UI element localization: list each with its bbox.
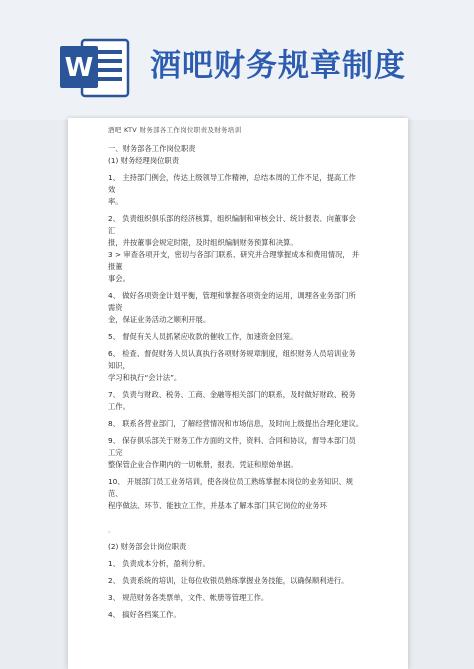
word-document-icon xyxy=(60,34,130,100)
document-body xyxy=(108,124,364,621)
list-item: 2、 负责组织俱乐部的经济核算，组织编制和审核会计、统计报表、向董事会 汇 xyxy=(108,214,356,235)
list-item: 3、 规范财务各类票单，文件、帐册等管理工作。 xyxy=(108,593,269,602)
section-heading: 一、财务部各工作岗位职责 xyxy=(108,144,196,153)
list-item-cont: 整保管企业合作期内的一切帐册，报表、凭证和原始单据。 xyxy=(108,460,298,469)
list-item: 4、 做好各项资金计划平衡，管理和掌握各项资金的运用，调理各业务部门所 需资 xyxy=(108,291,356,312)
list-item-cont: 报，并按董事会规定时限，及时组织编制财务预算和决算。 xyxy=(108,238,298,247)
list-item-cont: 率。 xyxy=(108,197,123,206)
list-item: 2、 负责系统的培训，让每位收银员熟练掌握业务技能，以确保顺利进行。 xyxy=(108,576,349,585)
document-header: 酒吧 KTV 财务部各工作岗位职责及财务培训 xyxy=(108,126,242,134)
list-item: 4、 搞好各档案工作。 xyxy=(108,610,181,619)
title-banner xyxy=(0,0,474,120)
list-item-cont: 程序做法、环节、能独立工作，并基本了解本部门其它岗位的业务环 xyxy=(108,501,327,510)
subsection-heading: (2) 财务部会计岗位职责 xyxy=(108,542,187,551)
list-item-cont: 学习和执行“会计法”。 xyxy=(108,373,182,382)
subsection-heading: (1) 财务经理岗位职责 xyxy=(108,156,180,165)
list-item: 1、 主持部门例会，传达上级领导工作精神，总结本周的工作不足，提高工作 效 xyxy=(108,173,356,194)
list-item: 10、 开展部门员工业务培训，使各岗位员工熟练掌握本岗位的业务知识、规 范、 xyxy=(108,477,354,498)
stray-mark: 。 xyxy=(108,526,115,534)
list-item: 6、 检查、督促财务人员认真执行各项财务规章制度，组织财务人员培训业务 知识， xyxy=(108,349,356,370)
list-item: 9、 保存俱乐部关于财务工作方面的文件，资料、合同和协议，督导本部门员 工完 xyxy=(108,436,356,457)
list-item-cont: 金，保证业务活动之顺利开展。 xyxy=(108,315,211,324)
list-item: 3 > 审查各项开支，密切与各部门联系、研究并合理掌握成本和费用情况， 并报董 xyxy=(108,250,360,271)
list-item-cont: 事会。 xyxy=(108,274,130,283)
list-item: 8、 联系各营业部门，了解经营情况和市场信息，及时向上级提出合理化建议。 xyxy=(108,419,364,428)
svg-text:W: W xyxy=(64,53,94,83)
list-item: 1、 负责成本分析，盈利分析。 xyxy=(108,559,210,568)
list-item: 7、 负责与财政、税务、工商、金融等相关部门的联系，及时做好财政、税务 工作。 xyxy=(108,390,356,411)
page-title: 酒吧财务规章制度 xyxy=(150,48,406,84)
list-item: 5、 督促有关人员抓紧应收款的催收工作，加速资金回笼。 xyxy=(108,332,298,341)
